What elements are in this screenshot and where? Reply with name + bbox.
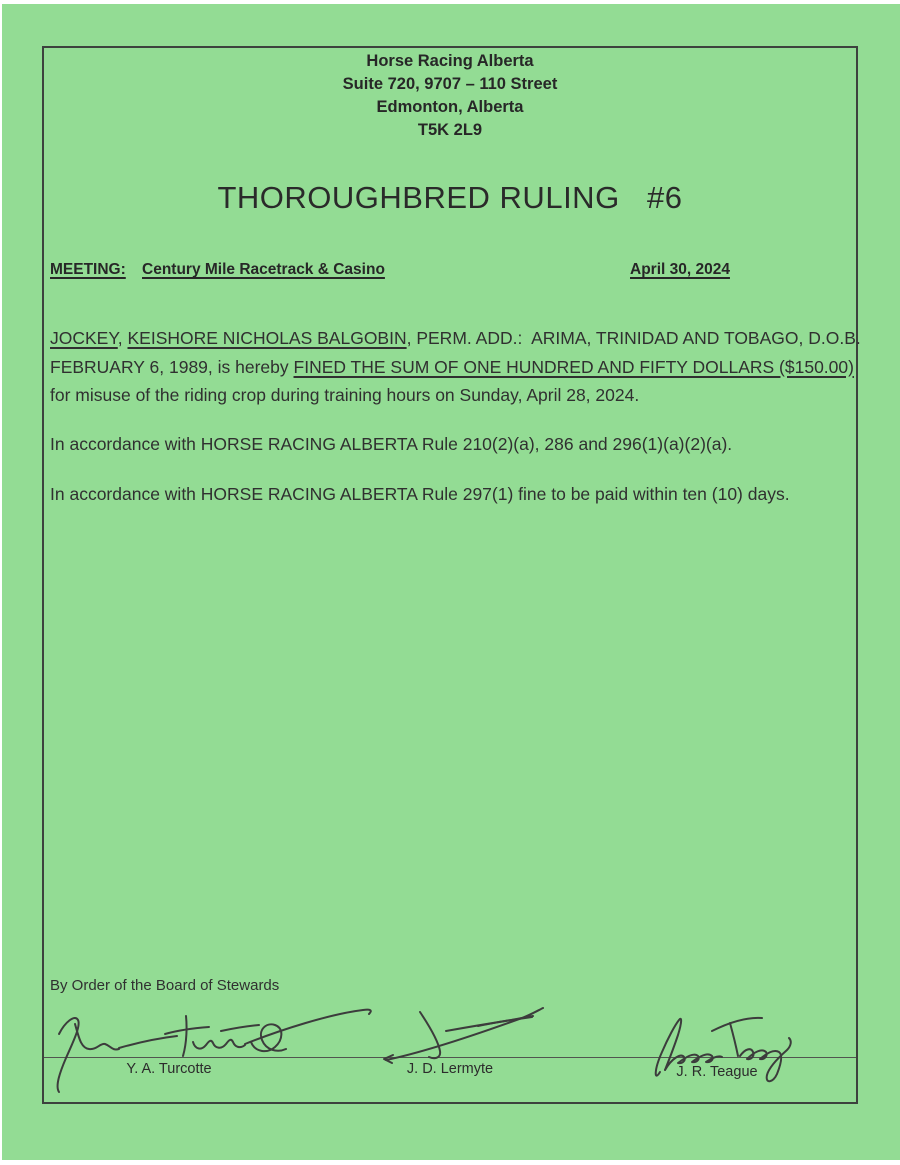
org-name: Horse Racing Alberta [366, 52, 534, 70]
jockey-name-text: KEISHORE NICHOLAS BALGOBIN [127, 328, 407, 348]
rule-reference-2: In accordance with HORSE RACING ALBERTA Rule 297(1) fine to be paid within ten (10) days. [50, 484, 790, 504]
signatory-name: J. R. Teague [676, 1064, 758, 1080]
org-address: Suite 720, 9707 – 110 Street [342, 75, 558, 93]
rule-reference-1: In accordance with HORSE RACING ALBERTA Rule 210(2)(a), 286 and 296(1)(a)(2)(a). [50, 434, 733, 454]
address-dob-text: , PERM. ADD.: ARIMA, TRINIDAD AND TOBAGO, D.O.B. FEBRUARY 6, 1989, is hereby [50, 328, 866, 377]
meeting-label: MEETING: [50, 261, 126, 278]
turcotte-signature [45, 1000, 375, 1100]
lermyte-signature [380, 1005, 560, 1065]
by-order-text: By Order of the Board of Stewards [50, 977, 280, 994]
org-postal-code: T5K 2L9 [417, 121, 483, 139]
ruling-paragraph [50, 324, 866, 410]
meeting-venue: Century Mile Racetrack & Casino [142, 261, 385, 278]
separator-text: , [117, 328, 128, 348]
org-city: Edmonton, Alberta [376, 98, 524, 116]
signatory-name: J. D. Lermyte [406, 1061, 494, 1077]
fine-amount-text: FINED THE SUM OF ONE HUNDRED AND FIFTY DOLLARS ($150.00) [293, 356, 854, 377]
letterhead [0, 50, 900, 142]
document-title: THOROUGHBRED RULING #6 [217, 180, 683, 215]
jockey-label-text: JOCKEY [50, 328, 118, 348]
signatory-name: Y. A. Turcotte [126, 1061, 212, 1077]
meeting-date: April 30, 2024 [630, 261, 730, 278]
offense-text: for misuse of the riding crop during training hours on Sunday, April 28, 2024. [50, 356, 859, 405]
